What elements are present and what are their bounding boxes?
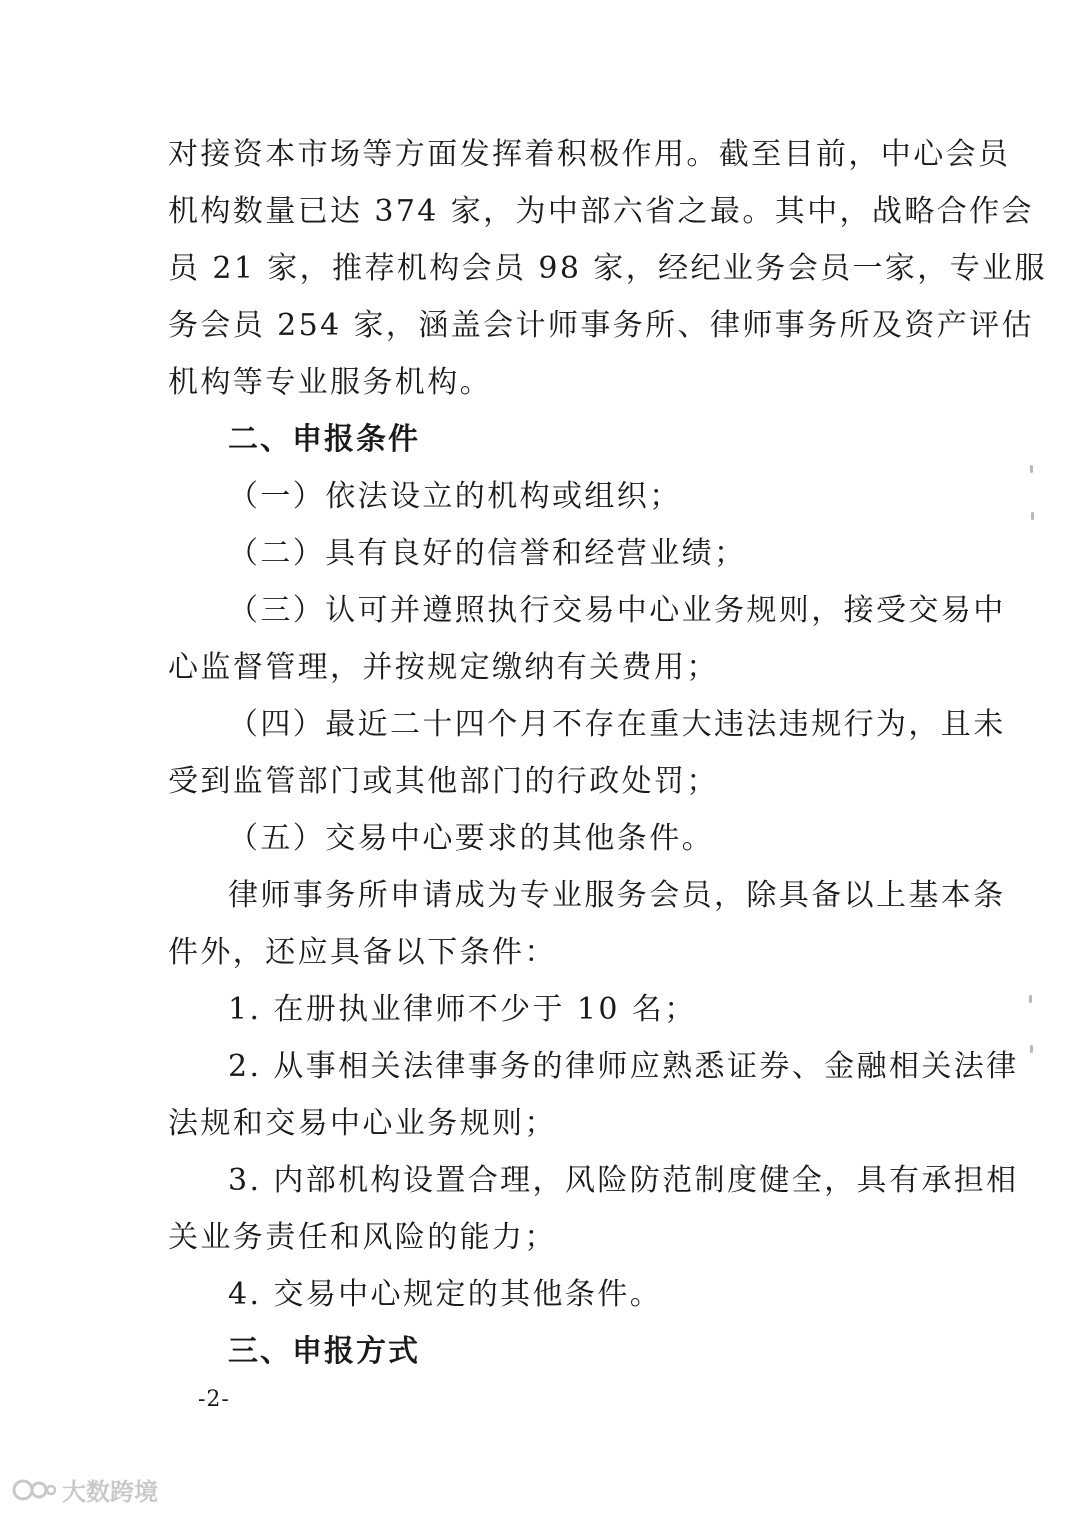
list-item: （四）最近二十四个月不存在重大违法违规行为，且未 <box>228 707 1006 742</box>
list-item: （五）交易中心要求的其他条件。 <box>228 821 714 856</box>
scan-speck <box>1030 465 1033 473</box>
section-heading: 三、申报方式 <box>228 1334 420 1369</box>
paragraph-line: 机构等专业服务机构。 <box>168 365 492 400</box>
list-item: （一）依法设立的机构或组织； <box>228 479 682 514</box>
scan-speck <box>1029 995 1032 1003</box>
list-item: 2. 从事相关法律事务的律师应熟悉证券、金融相关法律 <box>228 1049 1019 1084</box>
list-item: （二）具有良好的信誉和经营业绩； <box>228 536 747 571</box>
list-item: 3. 内部机构设置合理，风险防范制度健全，具有承担相 <box>228 1163 1019 1198</box>
watermark <box>12 1472 158 1507</box>
scan-speck <box>1031 512 1034 520</box>
list-item-continuation: 法规和交易中心业务规则； <box>168 1106 557 1141</box>
paragraph-line: 机构数量已达 374 家，为中部六省之最。其中，战略合作会 <box>168 194 1034 229</box>
list-item: 1. 在册执业律师不少于 10 名； <box>228 992 697 1027</box>
section-heading: 二、申报条件 <box>228 422 420 457</box>
list-item: 4. 交易中心规定的其他条件。 <box>228 1277 663 1312</box>
list-item-continuation: 心监督管理，并按规定缴纳有关费用； <box>168 650 719 685</box>
paragraph-line: 务会员 254 家，涵盖会计师事务所、律师事务所及资产评估 <box>168 308 1034 343</box>
paragraph-line: 律师事务所申请成为专业服务会员，除具备以上基本条 <box>228 878 1006 913</box>
body-text <box>168 126 1047 1380</box>
list-item: （三）认可并遵照执行交易中心业务规则，接受交易中 <box>228 593 1006 628</box>
scan-speck <box>1030 1045 1033 1053</box>
watermark-text: 大数跨境 <box>62 1478 158 1506</box>
paragraph-line: 件外，还应具备以下条件： <box>168 935 557 970</box>
paragraph-line: 对接资本市场等方面发挥着积极作用。截至目前，中心会员 <box>168 137 1011 172</box>
list-item-continuation: 关业务责任和风险的能力； <box>168 1220 557 1255</box>
paragraph-line: 员 21 家，推荐机构会员 98 家，经纪业务会员一家，专业服 <box>168 251 1047 286</box>
watermark-logo-icon <box>12 1477 56 1503</box>
list-item-continuation: 受到监管部门或其他部门的行政处罚； <box>168 764 719 799</box>
page-number: -2- <box>198 1387 230 1412</box>
